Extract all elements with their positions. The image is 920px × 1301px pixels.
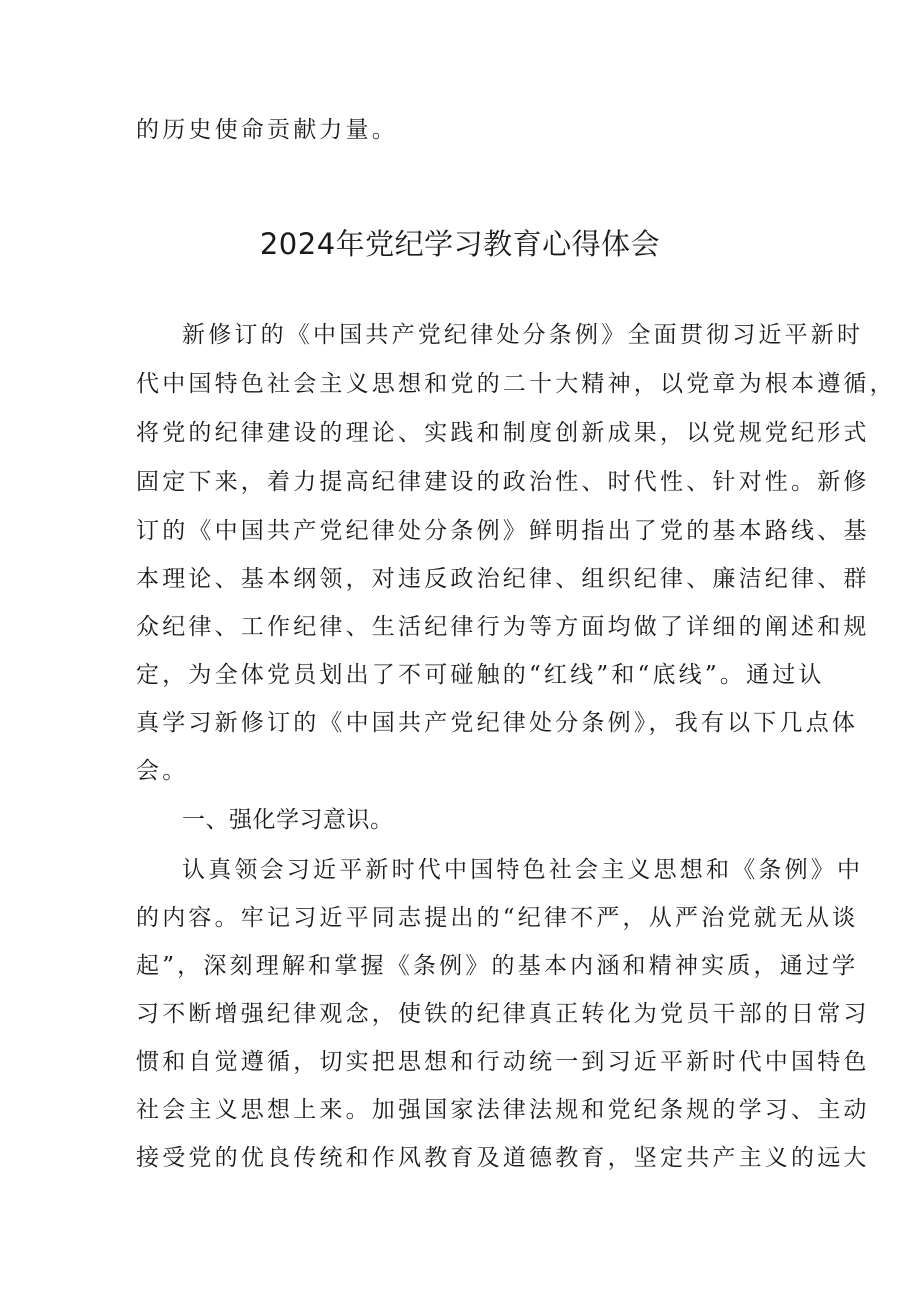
paragraph-line: 固定下来，着力提高纪律建设的政治性、时代性、针对性。新修	[136, 469, 870, 495]
paragraph-line: 起”，深刻理解和掌握《条例》的基本内涵和精神实质，通过学	[136, 953, 859, 979]
paragraph-line: 认真领会习近平新时代中国特色社会主义思想和《条例》中	[182, 857, 864, 883]
paragraph-line: 众纪律、工作纪律、生活纪律行为等方面均做了详细的阐述和规	[136, 614, 870, 640]
paragraph-line: 的内容。牢记习近平同志提出的“纪律不严，从严治党就无从谈	[136, 905, 859, 931]
paragraph-line: 惯和自觉遵循，切实把思想和行动统一到习近平新时代中国特色	[136, 1049, 870, 1075]
section-heading: 一、强化学习意识。	[182, 807, 394, 833]
paragraph-line: 代中国特色社会主义思想和党的二十大精神，以党章为根本遵循，	[136, 371, 896, 397]
paragraph-line: 将党的纪律建设的理论、实践和制度创新成果，以党规党纪形式	[136, 420, 870, 446]
paragraph-line: 社会主义思想上来。加强国家法律法规和党纪条规的学习、主动	[136, 1097, 870, 1123]
paragraph-line: 真学习新修订的《中国共产党纪律处分条例》，我有以下几点体	[136, 710, 859, 736]
paragraph-line: 接受党的优良传统和作风教育及道德教育，坚定共产主义的远大	[136, 1145, 870, 1171]
paragraph-line: 定，为全体党员划出了不可碰触的“红线”和“底线”。通过认	[136, 662, 825, 688]
paragraph-line: 本理论、基本纲领，对违反政治纪律、组织纪律、廉洁纪律、群	[136, 566, 870, 592]
paragraph-line: 习不断增强纪律观念，使铁的纪律真正转化为党员干部的日常习	[136, 1001, 870, 1027]
document-title: 2024年党纪学习教育心得体会	[259, 227, 661, 261]
paragraph-line: 订的《中国共产党纪律处分条例》鲜明指出了党的基本路线、基	[136, 518, 870, 544]
carryover-line: 的历史使命贡献力量。	[136, 117, 398, 143]
paragraph-line: 会。	[136, 758, 189, 784]
paragraph-line: 新修订的《中国共产党纪律处分条例》全面贯彻习近平新时	[182, 322, 864, 348]
